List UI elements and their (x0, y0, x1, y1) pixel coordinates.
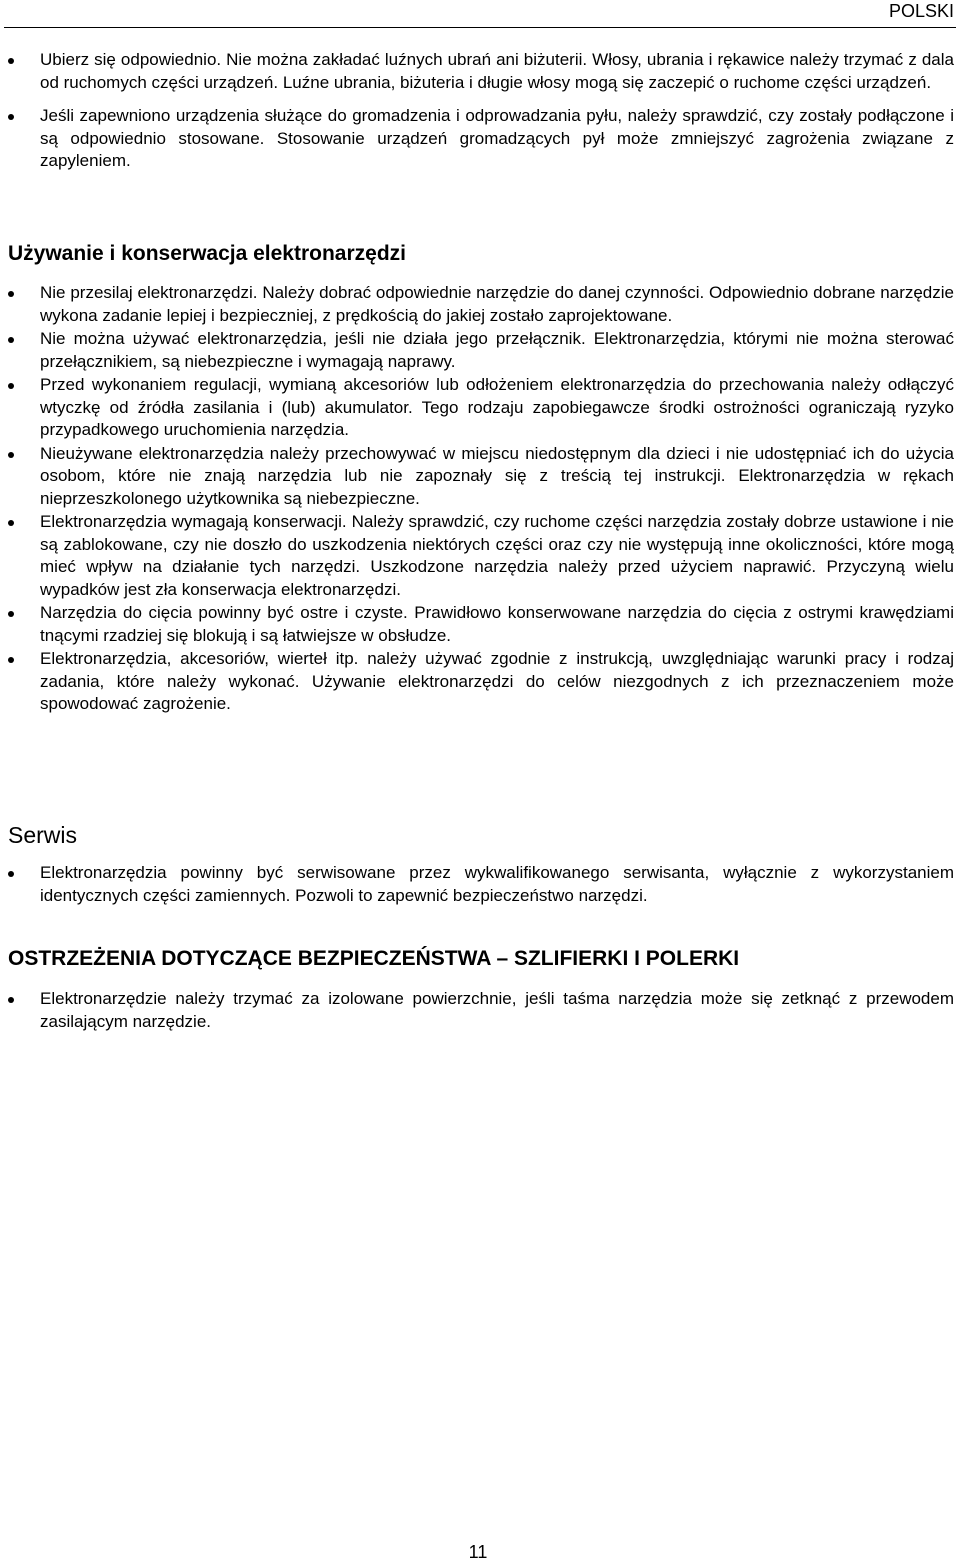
bullet-icon (8, 452, 14, 458)
bullet-icon (8, 383, 14, 389)
list-item (8, 328, 954, 373)
bullet-icon (8, 657, 14, 663)
list-item-text: Elektronarzędzie należy trzymać za izolowane powierzchnie, jeśli taśma narzędzia może się zetknąć z przewodem zasilającym narzędzie. (40, 989, 954, 1031)
list-item (8, 648, 954, 716)
list-item (8, 988, 954, 1033)
list-item-text: Narzędzia do cięcia powinny być ostre i czyste. Prawidłowo konserwowane narzędzia do cięcia z ostrymi krawędziami tnącymi rzadziej się blokują i są łatwiejsze w obsłudze. (40, 603, 954, 645)
bullet-icon (8, 611, 14, 617)
list-item (8, 374, 954, 442)
list-item-text: Jeśli zapewniono urządzenia służące do gromadzenia i odprowadzania pyłu, należy sprawdzić, czy zostały podłączone i są odpowiednio stosowane. Stosowanie urządzeń gromadzących pył może zmniejszyć zagrożenia związane z zapyleniem. (40, 106, 954, 170)
list-item (8, 511, 954, 601)
usage-section (8, 282, 954, 717)
list-item-text: Nieużywane elektronarzędzia należy przechowywać w miejscu niedostępnym dla dzieci i nie udostępniać ich do użycia osobom, które nie znają narzędzia lub nie zapoznały się z treścią tej instrukcji. Elektronarzędzia w rękach nieprzeszkolonego użytkownika są niebezpieczne. (40, 443, 954, 508)
section-title-warnings: OSTRZEŻENIA DOTYCZĄCE BEZPIECZEŃSTWA – SZLIFIERKI I POLERKI (8, 947, 740, 970)
section-title-service: Serwis (8, 822, 78, 848)
service-list (8, 862, 954, 907)
bullet-icon (8, 871, 14, 877)
bullet-icon (8, 58, 14, 64)
list-item-text: Elektronarzędzia, akcesoriów, wierteł itp. należy używać zgodnie z instrukcją, uwzględniając warunki pracy i rodzaj zadania, które należy wykonać. Używanie elektronarzędzi do celów niezgodnych z ich przeznaczeniem może spowodować zagrożenie. (40, 649, 954, 713)
warnings-section (8, 988, 954, 1034)
bullet-icon (8, 114, 14, 120)
list-item-text: Elektronarzędzia powinny być serwisowane przez wykwalifikowanego serwisanta, wyłącznie z wykorzystaniem identycznych części zamiennych. Pozwoli to zapewnić bezpieczeństwo narzędzi. (40, 863, 954, 905)
intro-section (8, 49, 954, 174)
section-title-usage: Używanie i konserwacja elektronarzędzi (8, 242, 406, 265)
warnings-list (8, 988, 954, 1033)
bullet-icon (8, 291, 14, 297)
list-item-text: Elektronarzędzia wymagają konserwacji. Należy sprawdzić, czy ruchome części narzędzia zostały dobrze ustawione i nie są zablokowane, czy nie doszło do uszkodzenia niektórych części oraz czy nie występują inne okoliczności, które mogą mieć wpływ na działanie tych narzędzi. Uszkodzone narzędzia należy przed użyciem naprawić. Przyczyną wielu wypadków jest zła konserwacja elektronarzędzi. (40, 512, 954, 599)
list-item (8, 602, 954, 647)
list-item-text: Nie można używać elektronarzędzia, jeśli nie działa jego przełącznik. Elektronarzędzia, którymi nie można sterować przełącznikiem, są niebezpieczne i wymagają naprawy. (40, 329, 954, 371)
bullet-icon (8, 520, 14, 526)
list-item (8, 49, 954, 94)
list-item (8, 862, 954, 907)
service-section (8, 862, 954, 908)
bullet-icon (8, 337, 14, 343)
list-item (8, 282, 954, 327)
usage-list (8, 282, 954, 716)
header-divider (4, 27, 956, 28)
list-item-text: Nie przesilaj elektronarzędzi. Należy dobrać odpowiednie narzędzie do danej czynności. Odpowiednio dobrane narzędzie wykona zadanie lepiej i bezpieczniej, z prędkością do jakiej zostało zaprojektowane. (40, 283, 954, 325)
intro-list (8, 49, 954, 173)
list-item (8, 105, 954, 173)
list-item-text: Przed wykonaniem regulacji, wymianą akcesoriów lub odłożeniem elektronarzędzia do przechowania należy odłączyć wtyczkę od źródła zasilania i (lub) akumulator. Tego rodzaju zapobiegawcze środki ostrożności ograniczają ryzyko przypadkowego uruchomienia narzędzia. (40, 375, 954, 439)
list-item (8, 443, 954, 511)
language-label: POLSKI (888, 1, 954, 21)
bullet-icon (8, 997, 14, 1003)
list-item-text: Ubierz się odpowiednio. Nie można zakładać luźnych ubrań ani biżuterii. Włosy, ubrania i rękawice należy trzymać z dala od ruchomych części urządzeń. Luźne ubrania, biżuteria i długie włosy mogą się zaczepić o ruchome części urządzeń. (40, 50, 954, 92)
page-number: 11 (468, 1542, 488, 1562)
